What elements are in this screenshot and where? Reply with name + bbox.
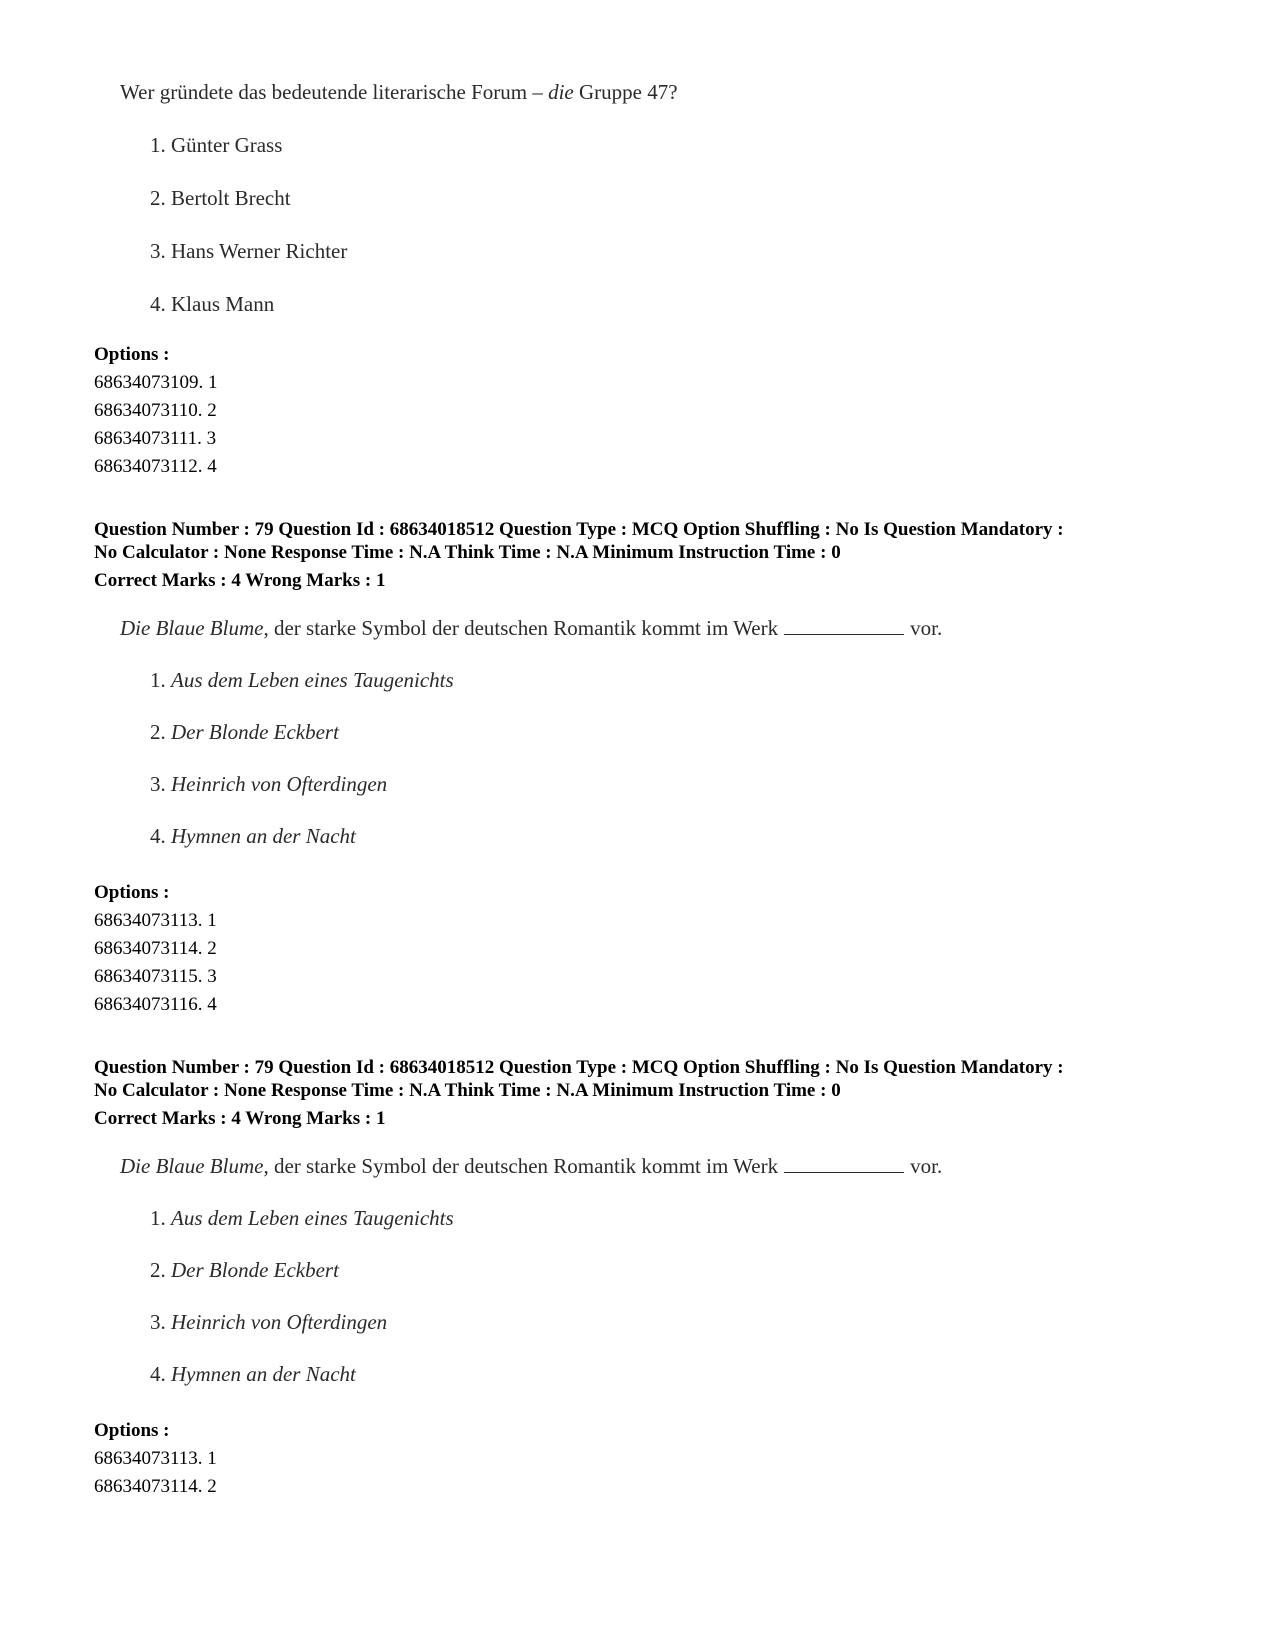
fill-blank [784,1171,904,1173]
choice-label: Heinrich von Ofterdingen [171,772,388,796]
question-text-end: vor. [910,1154,943,1178]
question-stem [120,1154,942,1179]
question-meta: Question Number : 79 Question Id : 68634018512 Question Type : MCQ Option Shuffling : No Is Question Mandatory : [94,519,1064,540]
question-text: , der starke Symbol der deutschen Romantik kommt im Werk [263,1154,779,1178]
option-line: 68634073113. 1 [94,910,217,931]
question-meta: No Calculator : None Response Time : N.A Think Time : N.A Minimum Instruction Time : 0 [94,542,841,563]
choice-item: 3. Heinrich von Ofterdingen [150,772,388,796]
choice-item: 4. Hymnen an der Nacht [150,824,356,848]
choice-label: Klaus Mann [171,292,275,316]
question-text-italic: die [548,80,574,104]
choice-label: Aus dem Leben eines Taugenichts [171,668,454,692]
option-line: 68634073116. 4 [94,994,217,1015]
marks-line: Correct Marks : 4 Wrong Marks : 1 [94,1108,386,1129]
question-text-italic: Die Blaue Blume [120,1154,264,1178]
fill-blank [784,633,904,635]
choice-label: Hans Werner Richter [171,239,348,263]
question-text-italic: Die Blaue Blume [120,616,264,640]
question-text-end: vor. [910,616,943,640]
option-line: 68634073110. 2 [94,400,217,421]
option-line: 68634073112. 4 [94,456,217,477]
choice-item: 3. Hans Werner Richter [150,239,348,263]
option-line: 68634073113. 1 [94,1448,217,1469]
question-text: Wer gründete das bedeutende literarische Forum – [120,80,549,104]
options-heading: Options : [94,1420,170,1441]
choice-item: 1. Günter Grass [150,133,283,157]
options-heading: Options : [94,882,170,903]
choice-label: Aus dem Leben eines Taugenichts [171,1206,454,1230]
question-text-end: Gruppe 47? [573,80,678,104]
option-line: 68634073114. 2 [94,1476,217,1497]
option-line: 68634073115. 3 [94,966,217,987]
choice-label: Günter Grass [171,133,283,157]
question-text: , der starke Symbol der deutschen Romantik kommt im Werk [263,616,779,640]
question-meta: Question Number : 79 Question Id : 68634018512 Question Type : MCQ Option Shuffling : No Is Question Mandatory : [94,1057,1064,1078]
options-heading: Options : [94,344,170,365]
choice-item: 4. Klaus Mann [150,292,275,316]
choice-label: Der Blonde Eckbert [171,720,339,744]
marks-line: Correct Marks : 4 Wrong Marks : 1 [94,570,386,591]
choice-item: 1. Aus dem Leben eines Taugenichts [150,1206,454,1230]
choice-label: Bertolt Brecht [171,186,291,210]
choice-item: 3. Heinrich von Ofterdingen [150,1310,388,1334]
option-line: 68634073109. 1 [94,372,218,393]
choice-item: 2. Der Blonde Eckbert [150,720,339,744]
choice-label: Hymnen an der Nacht [171,1362,356,1386]
choice-item: 4. Hymnen an der Nacht [150,1362,356,1386]
choice-label: Hymnen an der Nacht [171,824,356,848]
choice-label: Der Blonde Eckbert [171,1258,339,1282]
question-stem [120,616,942,641]
choice-item: 2. Der Blonde Eckbert [150,1258,339,1282]
question-stem [120,80,678,105]
question-meta: No Calculator : None Response Time : N.A Think Time : N.A Minimum Instruction Time : 0 [94,1080,841,1101]
choice-label: Heinrich von Ofterdingen [171,1310,388,1334]
option-line: 68634073111. 3 [94,428,217,449]
choice-item: 1. Aus dem Leben eines Taugenichts [150,668,454,692]
choice-item: 2. Bertolt Brecht [150,186,291,210]
option-line: 68634073114. 2 [94,938,217,959]
